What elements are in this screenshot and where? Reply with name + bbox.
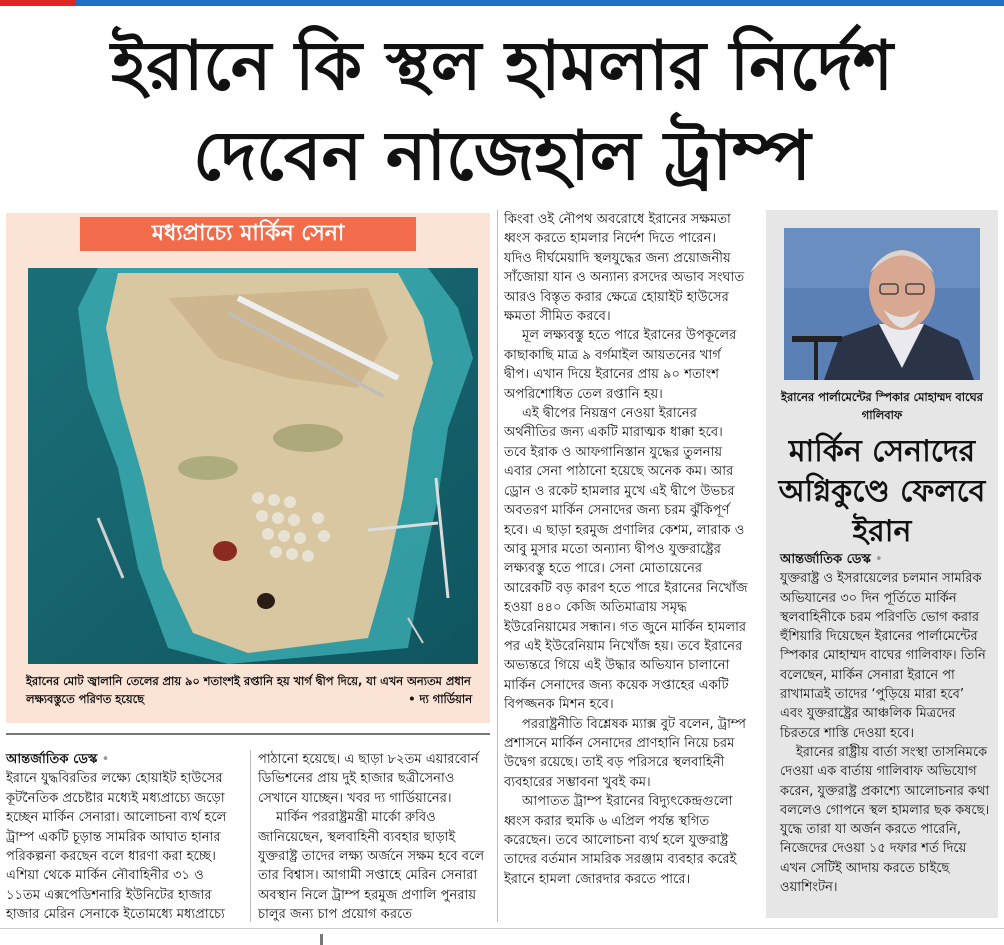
top-accent-blue bbox=[76, 0, 1004, 6]
photo-label: মধ্যপ্রাচ্যে মার্কিন সেনা bbox=[80, 217, 416, 251]
column-rule bbox=[250, 750, 251, 922]
column-rule bbox=[497, 210, 498, 922]
paragraph: ইরানের রাষ্ট্রীয় বার্তা সংস্থা তাসনিমকে দেওয়া এক বার্তায় গালিবাফ অভিযোগ করেন, যুক্তরাষ্ট্র প্রকাশ্যে আলোচনার কথা বললেও গোপনে স্থল হামলার ছক কষছে। যুদ্ধে তারা যা অর্জন করতে পারেনি, নিজেদের দেওয়া ১৫ দফার শর্ত দিয়ে এখন সেটিই আদায় করতে চাইছে ওয়াশিংটন। bbox=[780, 744, 990, 896]
paragraph: মূল লক্ষ্যবস্তু হতে পারে ইরানের উপকূলের কাছাকাছি মাত্র ৯ বর্গমাইল আয়তনের খার্গ দ্বীপ। এখান দিয়ে ইরানের প্রায় ৯০ শতাংশ অপরিশোধিত তেল রপ্তানি হয়। bbox=[504, 328, 737, 402]
paragraph: ইরানে যুদ্ধবিরতির লক্ষ্যে হোয়াইট হাউসের কূটনৈতিক প্রচেষ্টার মধ্যেই মধ্যপ্রাচ্যে জড়ো হচ্ছেন মার্কিন সেনারা। আলোচনা ব্যর্থ হলে ট্রাম্প একটি চূড়ান্ত সামরিক আঘাত হানার পরিকল্পনা করছেন বলে ধারণা করা হচ্ছে। এশিয়া থেকে মার্কিন নৌবাহিনীর ৩১ ও ১১তম এক্সপেডিশনারি ইউনিটের হাজার হাজার মেরিন সেনাকে ইতোমধ্যে মধ্যপ্রাচ্যে bbox=[6, 771, 227, 923]
bottom-mark bbox=[320, 934, 323, 945]
paragraph: পাঠানো হয়েছে। এ ছাড়া ৮২তম এয়ারবোর্ন ডিভিশনের প্রায় দুই হাজার ছত্রীসেনাও সেখানে যাচ্ছেন। খবর দ্য গার্ডিয়ানের। bbox=[258, 752, 479, 806]
bottom-rule bbox=[0, 928, 1004, 929]
sidebar-story bbox=[766, 210, 998, 918]
section-divider bbox=[6, 733, 490, 735]
page-headline bbox=[0, 22, 1004, 202]
paragraph: যুক্তরাষ্ট্র ও ইসরায়েলের চলমান সামরিক অভিযানের ৩০ দিন পূর্তিতে মার্কিন স্থলবাহিনীকে চরম পরিণতি ভোগ করার হুঁশিয়ারি দিয়েছেন ইরানের পার্লামেন্টের স্পিকার মোহাম্মদ বাঘের গালিবাফ। তিনি বলেছেন, মার্কিন সেনারা ইরানে পা রাখামাত্রই তাদের ‘পুড়িয়ে মারা হবে’ এবং যুক্তরাষ্ট্রের আঞ্চলিক মিত্রদের চিরতরে শাস্তি দেওয়া হবে। bbox=[780, 571, 986, 741]
paragraph: এই দ্বীপের নিয়ন্ত্রণ নেওয়া ইরানের অর্থনীতির জন্য একটি মারাত্মক ধাক্কা হবে। তবে ইরাক ও আফগানিস্তান যুদ্ধের তুলনায় এবার সেনা পাঠানো হয়েছে অনেক কম। আর ড্রোন ও রকেট হামলার মুখে এই দ্বীপে উভচর অবতরণ মার্কিন সেনাদের জন্য চরম ঝুঁকিপূর্ণ হবে। এ ছাড়া হরমুজ প্রণালির কেশম, লারাক ও আবু মুসার মতো অন্যান্য দ্বীপও যুক্তরাষ্ট্রের লক্ষ্যবস্তু হতে পারে। সেনা মোতায়েনের আরেকটি বড় কারণ হতে পারে ইরানের নিখোঁজ হওয়া ৪৪০ কেজি অতিমাত্রায় সমৃদ্ধ ইউরেনিয়ামের সন্ধান। গত জুনে মার্কিন হামলার পর এই ইউরেনিয়াম নিখোঁজ হয়। তবে ইরানের অভ্যন্তরে গিয়ে এই উদ্ধার অভিযান চালানো মার্কিন সেনাদের জন্য কয়েক সপ্তাহের একটি বিপজ্জনক মিশন হবে। bbox=[504, 406, 748, 713]
portrait-photo bbox=[784, 228, 980, 380]
headline-line-1: ইরানে কি স্থল হামলার নির্দেশ bbox=[110, 27, 894, 106]
paragraph: পররাষ্ট্রনীতি বিশ্লেষক ম্যাক্স বুট বলেন, ট্রাম্প প্রশাসনে মার্কিন সেনাদের প্রাণহানি নিয়ে চরম উদ্বেগ রয়েছে। তাই বড় পরিসরে স্থলবাহিনী ব্যবহারের সম্ভাবনা খুবই কম। bbox=[504, 716, 747, 790]
desk-dot: • bbox=[874, 552, 883, 567]
article-bottom-middle-column bbox=[258, 750, 492, 925]
headline-line-2: দেবেন নাজেহাল ট্রাম্প bbox=[193, 117, 811, 196]
photo-panel bbox=[6, 213, 490, 723]
sidebar-body bbox=[780, 550, 990, 897]
desk-dot: • bbox=[101, 752, 110, 767]
desk-label: আন্তর্জাতিক ডেস্ক bbox=[780, 552, 871, 567]
satellite-image-kharg-island bbox=[28, 268, 478, 664]
portrait-caption: ইরানের পার্লামেন্টের স্পিকার মোহাম্মদ বাঘের গালিবাফ bbox=[781, 390, 983, 422]
paragraph: মার্কিন পররাষ্ট্রমন্ত্রী মার্কো রুবিও জানিয়েছেন, স্থলবাহিনী ব্যবহার ছাড়াই যুক্তরাষ্ট্র তাদের লক্ষ্য অর্জনে সক্ষম হবে বলে তার বিশ্বাস। আগামী সপ্তাহে মেরিন সেনারা অবস্থান নিলে ট্রাম্প হরমুজ প্রণালি পুনরায় চালুর জন্য চাপ প্রয়োগ করতে bbox=[258, 810, 485, 923]
desk-label: আন্তর্জাতিক ডেস্ক bbox=[6, 752, 98, 767]
sidebar-headline: মার্কিন সেনাদের অগ্নিকুণ্ডে ফেলবে ইরান bbox=[778, 434, 986, 549]
article-middle-column bbox=[504, 210, 748, 889]
article-bottom-left-column bbox=[6, 750, 242, 925]
dateline bbox=[780, 550, 990, 569]
photo-credit: • দ্য গার্ডিয়ান bbox=[408, 692, 472, 706]
dateline bbox=[6, 750, 242, 769]
photo-caption: ইরানের মোট জ্বালানি তেলের প্রায় ৯০ শতাংশই রপ্তানি হয় খার্গ দ্বীপ দিয়ে, যা এখন অন্যতম প্রধান লক্ষ্যবস্তুতে পরিণত হয়েছে bbox=[26, 674, 471, 706]
paragraph: আপাতত ট্রাম্প ইরানের বিদ্যুৎকেন্দ্রগুলো ধ্বংস করার হুমকি ৬ এপ্রিল পর্যন্ত স্থগিত করেছেন। তবে আলোচনা ব্যর্থ হলে যুক্তরাষ্ট্র তাদের বর্তমান সামরিক সরঞ্জাম ব্যবহার করেই ইরানে হামলা জোরদার করতে পারে। bbox=[504, 794, 737, 887]
top-accent-red bbox=[0, 0, 76, 6]
paragraph: কিংবা ওই নৌপথ অবরোধে ইরানের সক্ষমতা ধ্বংস করতে হামলার নির্দেশ দিতে পারেন। যদিও দীর্ঘমেয়াদি স্থলযুদ্ধের জন্য প্রয়োজনীয় সাঁজোয়া যান ও অন্যান্য রসদের অভাব সংঘাত আরও বিস্তৃত করার ক্ষেত্রে হোয়াইট হাউসের ক্ষমতা সীমিত করবে। bbox=[504, 212, 745, 325]
